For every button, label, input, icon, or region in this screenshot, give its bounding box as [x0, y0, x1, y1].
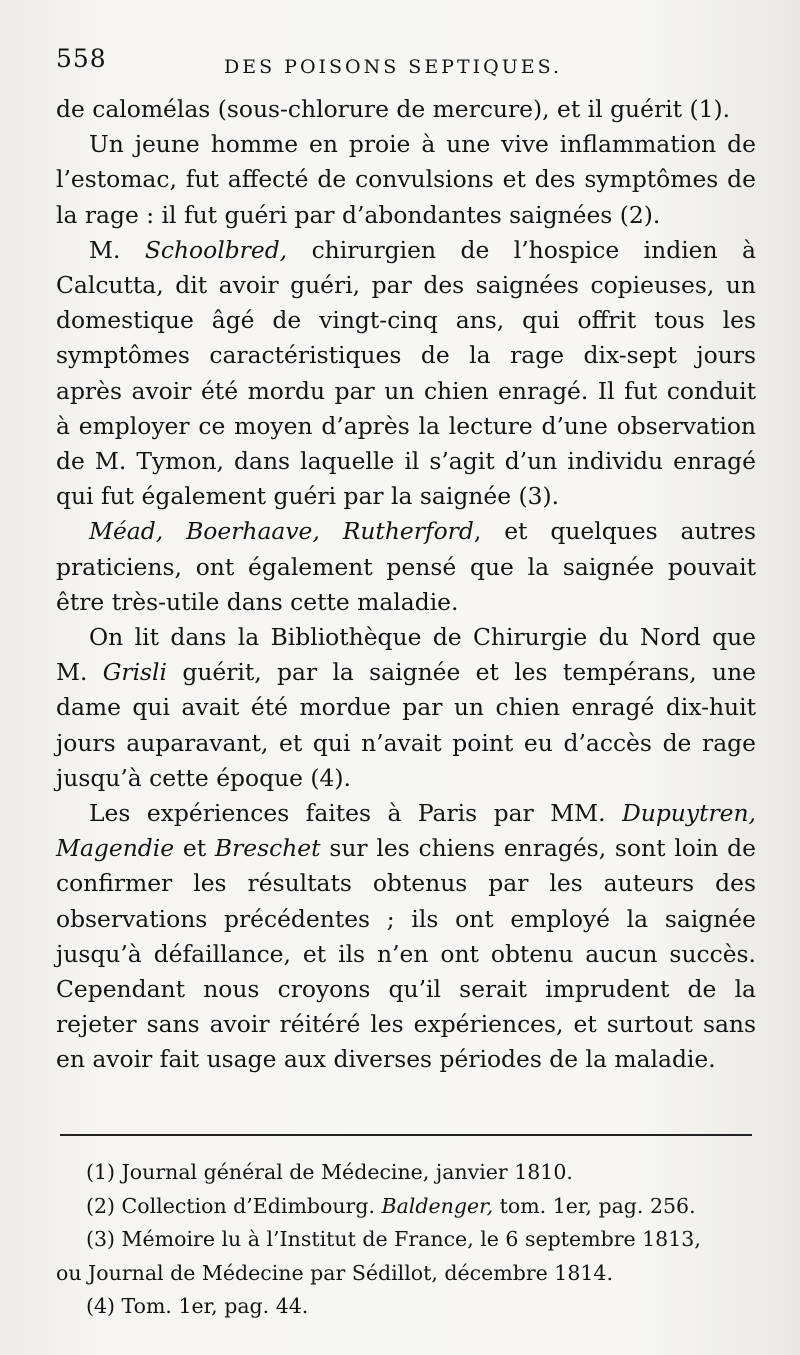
text-run: M. — [89, 235, 145, 264]
footnotes — [56, 1156, 754, 1324]
footnote-1: (1) Journal général de Médecine, janvier 1810. — [86, 1160, 573, 1184]
body-text — [56, 92, 756, 1078]
footnote-3: (3) Mémoire lu à l’Institut de France, le 6 septembre 1813, — [86, 1227, 701, 1251]
footnote-2-ref: tom. 1er, pag. 256. — [493, 1193, 696, 1218]
text-run: chirurgien de l’hospice indien à Calcutta, dit avoir guéri, par des saignées copieuses, un domestique âgé de vingt-cinq ans, qui offrit tous les symptômes caractéristiques de la rage dix-sept jours après avoir été mordu par un chien enragé. Il fut conduit à employer ce moyen d’après la lecture d’une observation de M. Tymon, dans laquelle il s’agit d’un individu enragé qui fut également guéri par la saignée (3). — [56, 235, 756, 511]
footnote-2-text: (2) Collection d’Edimbourg. — [86, 1193, 382, 1218]
italic-name: Grisli — [102, 658, 168, 687]
text-run: Les expériences faites à Paris par MM. — [89, 799, 622, 828]
paragraph — [56, 514, 756, 620]
paragraph — [56, 233, 756, 515]
footnote-2-author: Baldenger, — [381, 1193, 494, 1218]
footnote-4: (4) Tom. 1er, pag. 44. — [86, 1294, 309, 1318]
running-head: DES POISONS SEPTIQUES. — [224, 56, 562, 78]
page-number: 558 — [56, 44, 107, 73]
text-run: On lit dans la Bibliothèque de Chirurgie du Nord que M. — [56, 623, 756, 687]
italic-name: Dupuytren, Magendie — [56, 799, 756, 863]
footnote-divider — [60, 1134, 752, 1136]
italic-name: Schoolbred, — [144, 235, 288, 264]
text-run: , et quelques autres praticiens, ont également pensé que la saignée pouvait être très-utile dans cette maladie. — [56, 517, 756, 616]
footnote-2 — [86, 1190, 754, 1224]
italic-name: Méad, Boerhaave, Rutherford — [89, 517, 474, 546]
text-run: et — [174, 834, 215, 863]
text-run: Un jeune homme en proie à une vive inflammation de l’estomac, fut affecté de convulsions et des symptômes de la rage : il fut guéri par d’abondantes saignées (2). — [56, 130, 756, 229]
text-run: guérit, par la saignée et les tempérans, une dame qui avait été mordue par un chien enragé dix-huit jours auparavant, et qui n’avait point eu d’accès de rage jusqu’à cette époque (4). — [56, 658, 756, 792]
paragraph — [56, 92, 756, 127]
paragraph — [56, 127, 756, 233]
text-run: de calomélas (sous-chlorure de mercure), et il guérit (1). — [56, 95, 731, 123]
paragraph — [56, 620, 756, 796]
italic-name: Breschet — [214, 834, 321, 863]
footnote-3-continued: ou Journal de Médecine par Sédillot, décembre 1814. — [56, 1260, 613, 1285]
page-header — [56, 44, 756, 84]
paragraph — [56, 796, 756, 1078]
text-run: sur les chiens enragés, sont loin de confirmer les résultats obtenus par les auteurs des observations précédentes ; ils ont employé la saignée jusqu’à défaillance, et ils n’en ont obtenu aucun succès. Cependant nous croyons qu’il serait imprudent de la rejeter sans avoir réitéré les expériences, et surtout sans en avoir fait usage aux diverses périodes de la maladie. — [56, 834, 756, 1074]
